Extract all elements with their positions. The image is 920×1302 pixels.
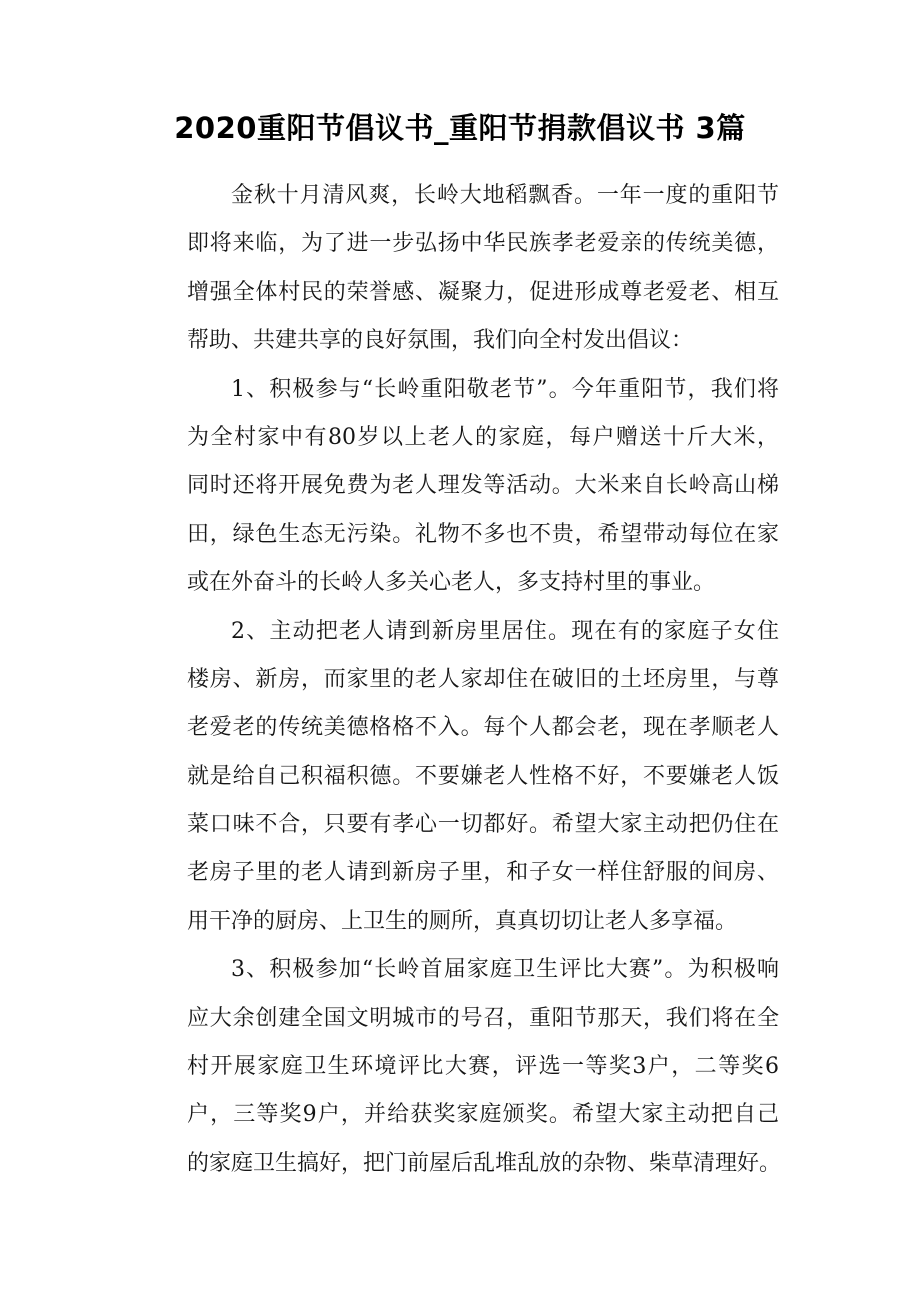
paragraph-intro	[143, 172, 779, 366]
text-line: 户，三等奖9户，并给获奖家庭颁奖。希望大家主动把自己	[187, 1102, 779, 1128]
text-line: 为全村家中有80岁以上老人的家庭，每户赠送十斤大米，	[187, 424, 779, 450]
text-line: 老爱老的传统美德格格不入。每个人都会老，现在孝顺老人	[187, 715, 779, 741]
text-line: 1、积极参与“长岭重阳敬老节”。今年重阳节，我们将	[231, 376, 779, 402]
paragraph-item-1	[143, 366, 779, 608]
text-line: 即将来临，为了进一步弘扬中华民族孝老爱亲的传统美德，	[187, 231, 779, 257]
paragraph-item-3	[143, 946, 782, 1188]
text-line: 2、主动把老人请到新房里居住。现在有的家庭子女住	[231, 618, 779, 644]
document-body	[143, 172, 782, 1188]
text-line: 金秋十月清风爽，长岭大地稻飘香。一年一度的重阳节	[231, 183, 779, 208]
text-line: 用干净的厨房、上卫生的厕所，真真切切让老人多享福。	[187, 908, 738, 934]
text-line: 帮助、共建共享的良好氛围，我们向全村发出倡议：	[187, 328, 694, 354]
text-line: 楼房、新房，而家里的老人家却住在破旧的土坯房里，与尊	[187, 666, 779, 692]
document-title: 2020重阳节倡议书_重阳节捐款倡议书 3篇	[174, 111, 746, 145]
text-line: 同时还将开展免费为老人理发等活动。大米来自长岭高山梯	[187, 473, 779, 499]
text-line: 的家庭卫生搞好，把门前屋后乱堆乱放的杂物、柴草清理好。	[187, 1150, 782, 1176]
text-line: 增强全体村民的荣誉感、凝聚力，促进形成尊老爱老、相互	[187, 279, 779, 305]
text-line: 老房子里的老人请到新房子里，和子女一样住舒服的间房、	[187, 860, 779, 886]
paragraph-item-2	[143, 608, 779, 947]
text-line: 或在外奋斗的长岭人多关心老人，多支持村里的事业。	[187, 570, 716, 596]
text-line: 应大余创建全国文明城市的号召，重阳节那天，我们将在全	[187, 1005, 779, 1031]
text-line: 菜口味不合，只要有孝心一切都好。希望大家主动把仍住在	[187, 812, 779, 838]
text-line: 村开展家庭卫生环境评比大赛，评选一等奖3户，二等奖6	[187, 1054, 779, 1080]
text-line: 就是给自己积福积德。不要嫌老人性格不好，不要嫌老人饭	[187, 763, 779, 789]
text-line: 3、积极参加“长岭首届家庭卫生评比大赛”。为积极响	[231, 957, 779, 983]
text-line: 田，绿色生态无污染。礼物不多也不贵，希望带动每位在家	[187, 521, 779, 547]
